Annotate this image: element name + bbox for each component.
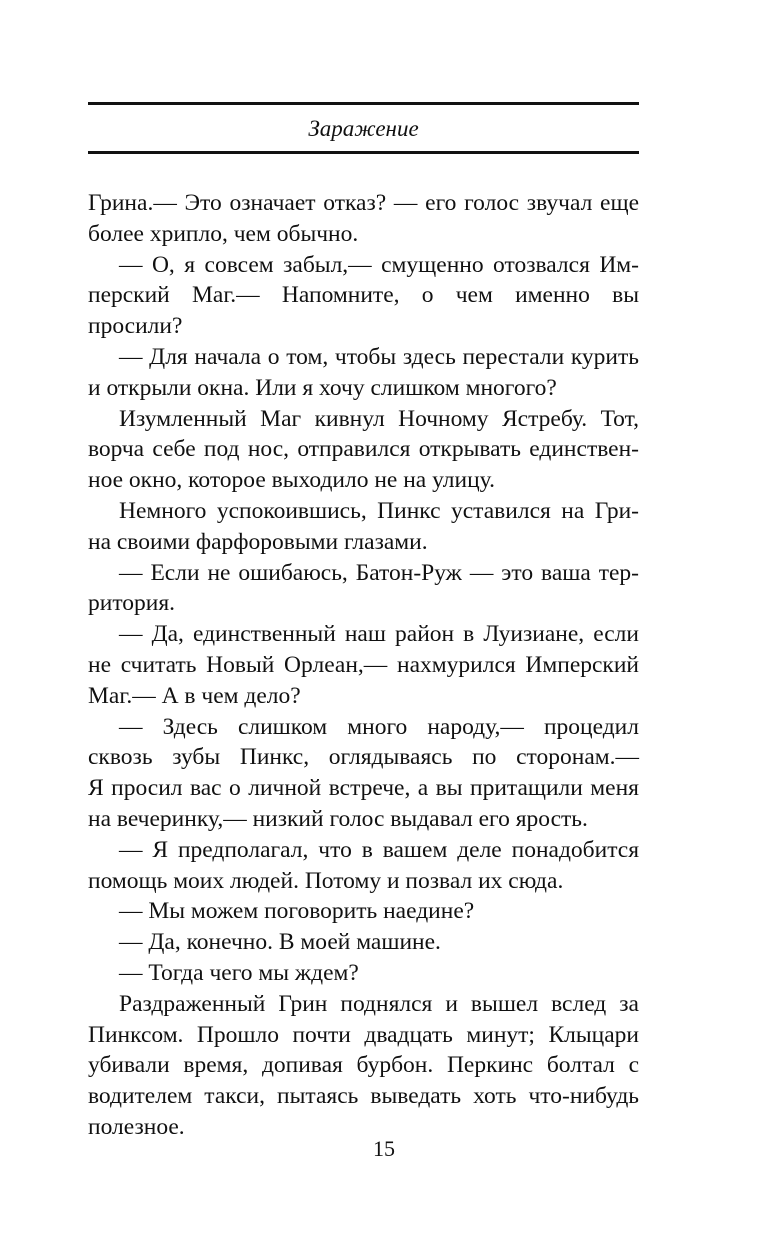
text-line: ворча себе под нос, отправился открывать единствен- — [88, 436, 639, 463]
text-line: — Если не ошибаюсь, Батон-Руж — это ваша тер- — [119, 559, 639, 586]
text-line: сквозь зубы Пинкс, оглядываясь по сторонам.— — [88, 744, 639, 771]
text-line: Изумленный Маг кивнул Ночному Ястребу. Тот, — [119, 405, 639, 432]
paragraph — [88, 496, 639, 558]
text-line: Маг.— А в чем дело? — [88, 682, 301, 709]
paragraph — [88, 250, 639, 342]
text-line: перский Маг.— Напомните, о чем именно вы просили? — [88, 282, 639, 340]
running-header-title: Заражение — [308, 116, 419, 141]
text-line: убивали время, допивая бурбон. Перкинс болтал с — [88, 1052, 639, 1079]
paragraph — [88, 342, 639, 404]
paragraph — [88, 896, 639, 927]
text-line: — Для начала о том, чтобы здесь перестали курить — [119, 343, 639, 370]
text-line: Раздраженный Грин поднялся и вышел вслед за — [119, 990, 639, 1017]
paragraph — [88, 404, 639, 496]
text-line: и открыли окна. Или я хочу слишком многого? — [88, 374, 557, 401]
text-line: водителем такси, пытаясь выведать хоть что-нибудь — [88, 1083, 639, 1110]
text-line: на вечеринку,— низкий голос выдавал его ярость. — [88, 805, 588, 832]
text-line: — Да, конечно. В моей машине. — [119, 929, 441, 956]
text-line: — Тогда чего мы ждем? — [119, 959, 359, 986]
text-line: — О, я совсем забыл,— смущенно отозвался Им- — [119, 251, 639, 278]
header-rule-top — [88, 102, 639, 105]
paragraph — [88, 619, 639, 711]
paragraph — [88, 989, 639, 1143]
paragraph — [88, 188, 639, 250]
text-line: полезное. — [88, 1113, 185, 1140]
text-line: — Мы можем поговорить наедине? — [119, 898, 475, 925]
paragraph — [88, 712, 639, 835]
text-line: более хрипло, чем обычно. — [88, 220, 359, 247]
header-rule-bottom — [88, 151, 639, 154]
text-line: не считать Новый Орлеан,— нахмурился Имперский — [88, 651, 639, 678]
text-line: ное окно, которое выходило не на улицу. — [88, 467, 495, 494]
text-line: помощь моих людей. Потому и позвал их сюда. — [88, 867, 564, 894]
text-line: Я просил вас о личной встрече, а вы притащили меня — [88, 775, 639, 802]
text-line: ритория. — [88, 590, 176, 617]
text-line: — Я предполагал, что в вашем деле понадобится — [119, 836, 639, 863]
text-line: Грина.— Это означает отказ? — его голос звучал еще — [88, 190, 639, 216]
text-line: Пинксом. Прошло почти двадцать минут; Клыцари — [88, 1021, 639, 1048]
text-line: на своими фарфоровыми глазами. — [88, 528, 428, 555]
paragraph — [88, 558, 639, 620]
paragraph — [88, 958, 639, 989]
body-text — [88, 188, 639, 1143]
paragraph — [88, 835, 639, 897]
page-number: 15 — [373, 1136, 395, 1161]
text-line: — Да, единственный наш район в Луизиане, если — [119, 621, 639, 648]
paragraph — [88, 927, 639, 958]
text-line: Немного успокоившись, Пинкс уставился на Гри- — [119, 497, 639, 524]
text-line: — Здесь слишком много народу,— процедил — [119, 713, 639, 740]
